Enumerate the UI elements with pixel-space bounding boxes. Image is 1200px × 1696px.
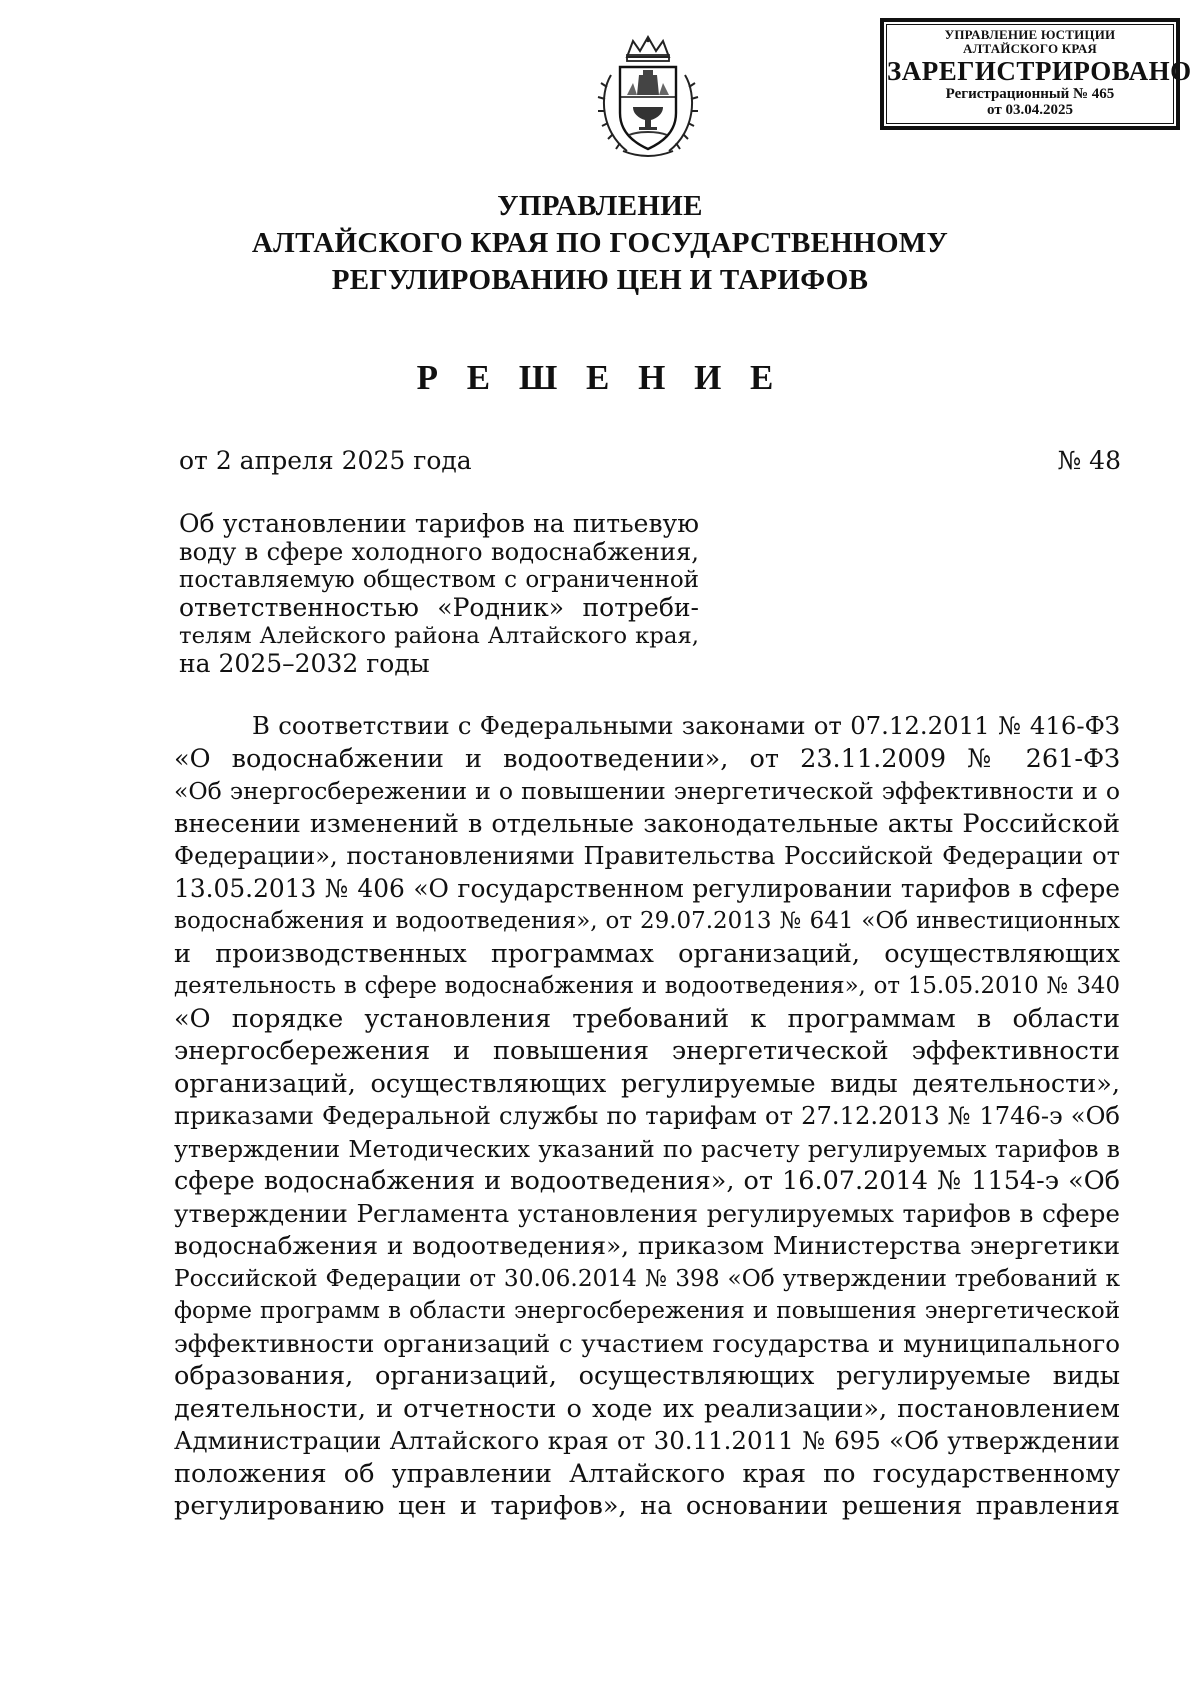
stamp-org-line2: АЛТАЙСКОГО КРАЯ	[963, 40, 1097, 56]
body-line: водоснабжения и водоотведения», от 29.07.2013 № 641 «Об инвестиционных	[174, 908, 1120, 934]
subject-line: Об установлении тарифов на питьевую	[179, 509, 699, 538]
document-body	[174, 710, 1120, 1523]
organization-title-line2: АЛТАЙСКОГО КРАЯ ПО ГОСУДАРСТВЕННОМУ	[251, 227, 949, 259]
body-line: приказами Федеральной службы по тарифам от 27.12.2013 № 1746-э «Об	[174, 1102, 1120, 1130]
registration-stamp-inner	[886, 24, 1192, 124]
stamp-org-line1: УПРАВЛЕНИЕ ЮСТИЦИИ	[944, 27, 1116, 42]
organization-title-line1: УПРАВЛЕНИЕ	[497, 190, 703, 222]
document-subject	[179, 510, 699, 678]
body-line: деятельность в сфере водоснабжения и водоотведения», от 15.05.2010 № 340	[174, 973, 1120, 999]
document-date: от 2 апреля 2025 года	[179, 446, 472, 475]
body-line: форме программ в области энергосбережения и повышения энергетической	[174, 1298, 1120, 1324]
body-line: Администрации Алтайского края от 30.11.2011 № 695 «Об утверждении	[174, 1426, 1120, 1455]
subject-line: на 2025–2032 годы	[179, 649, 430, 678]
body-line: «О порядке установления требований к программам в области	[174, 1003, 1120, 1034]
subject-line: ответственностью «Родник» потреби-	[179, 593, 699, 622]
body-line: сфере водоснабжения и водоотведения», от 16.07.2014 № 1154-э «Об	[174, 1166, 1120, 1196]
subject-line: воду в сфере холодного водоснабжения,	[179, 538, 699, 566]
body-line: образования, организаций, осуществляющих регулируемые виды	[174, 1361, 1120, 1391]
subject-line: поставляемую обществом с ограниченной	[179, 567, 699, 593]
body-line: В соответствии с Федеральными законами от 07.12.2011 № 416-ФЗ	[252, 711, 1120, 740]
document-type: Р Е Ш Е Н И Е	[416, 358, 784, 397]
body-line: утверждении Методических указаний по расчету регулируемых тарифов в	[174, 1134, 1120, 1163]
stamp-reg-number: Регистрационный № 465	[945, 85, 1115, 102]
body-line: водоснабжения и водоотведения», приказом Министерства энергетики	[174, 1231, 1120, 1260]
altai-krai-coat-of-arms-icon	[593, 35, 703, 163]
body-line: деятельности, и отчетности о ходе их реализации», постановлением	[174, 1393, 1120, 1424]
stamp-status: ЗАРЕГИСТРИРОВАНО	[887, 56, 1192, 87]
body-line: внесении изменений в отдельные законодательные акты Российской	[174, 808, 1120, 839]
registration-stamp	[880, 18, 1192, 130]
stamp-reg-date: от 03.04.2025	[987, 102, 1073, 119]
body-line: регулированию цен и тарифов», на основании решения правления	[174, 1491, 1120, 1521]
body-line: Российской Федерации от 30.06.2014 № 398 «Об утверждении требований к	[174, 1264, 1120, 1292]
body-line: 13.05.2013 № 406 «О государственном регулировании тарифов в сфере	[174, 873, 1120, 903]
body-line: «О водоснабжении и водоотведении», от 23.11.2009 № 261-ФЗ	[174, 743, 1120, 774]
body-line: эффективности организаций с участием государства и муниципального	[174, 1328, 1120, 1358]
subject-line: телям Алейского района Алтайского края,	[179, 623, 699, 649]
body-line: организаций, осуществляющих регулируемые виды деятельности»,	[174, 1068, 1120, 1099]
document-number: № 48	[1057, 446, 1121, 475]
organization-title	[0, 188, 1200, 299]
body-line: Федерации», постановлениями Правительства Российской Федерации от	[174, 842, 1120, 870]
body-line: «Об энергосбережении и о повышении энергетической эффективности и о	[174, 777, 1120, 805]
body-line: и производственных программах организаций, осуществляющих	[174, 938, 1120, 969]
body-line: энергосбережения и повышения энергетической эффективности	[174, 1036, 1120, 1066]
body-line: положения об управлении Алтайского края по государственному	[174, 1458, 1120, 1489]
organization-title-line3: РЕГУЛИРОВАНИЮ ЦЕН И ТАРИФОВ	[331, 264, 869, 296]
body-line: утверждении Регламента установления регулируемых тарифов в сфере	[174, 1198, 1120, 1228]
